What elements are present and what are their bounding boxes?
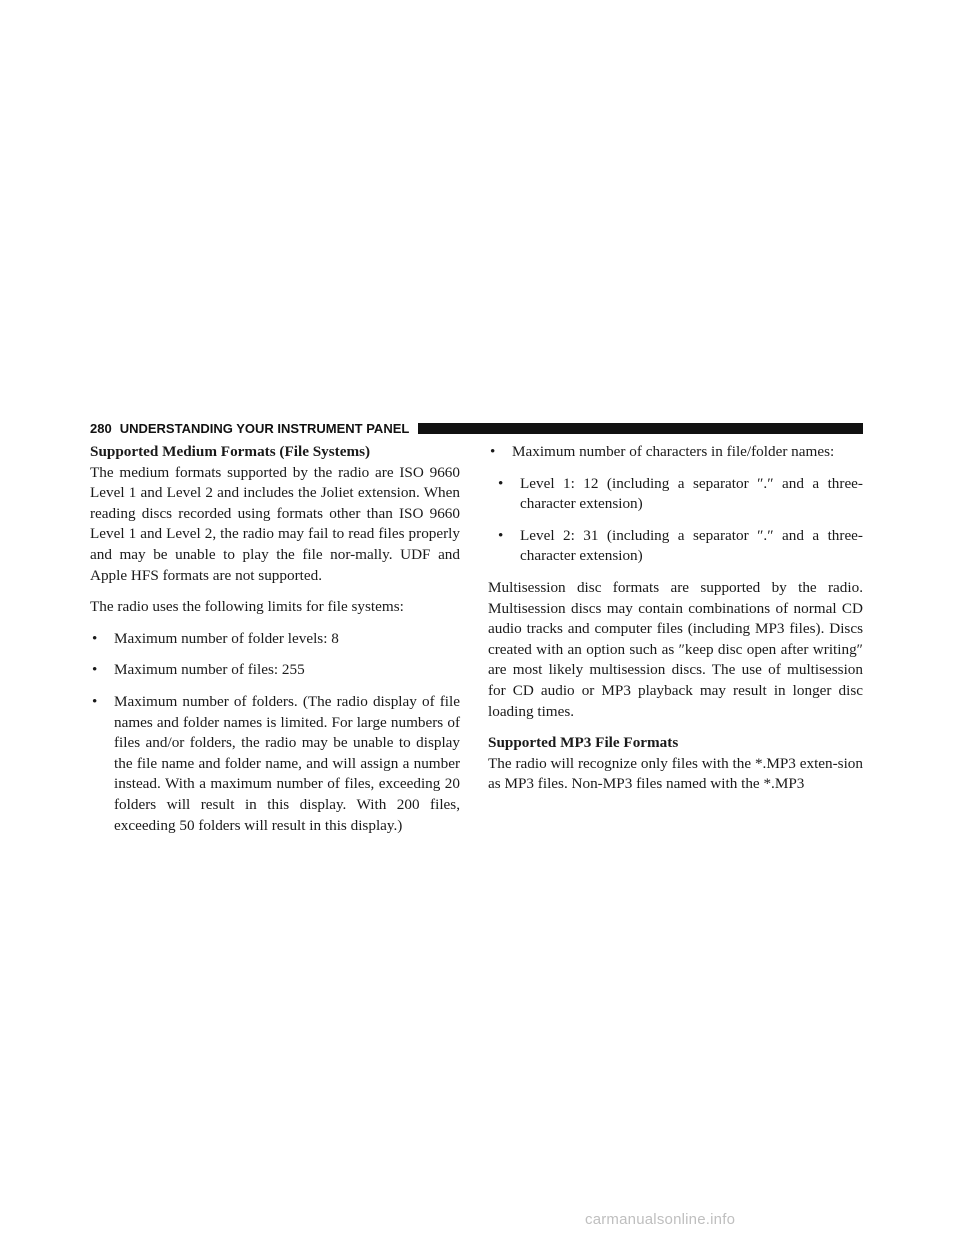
list-item: • Maximum number of folder levels: 8 bbox=[90, 629, 460, 650]
running-head: UNDERSTANDING YOUR INSTRUMENT PANEL bbox=[119, 420, 410, 436]
section-heading-medium-formats: Supported Medium Formats (File Systems) bbox=[90, 443, 371, 460]
right-column bbox=[488, 442, 863, 795]
left-column bbox=[90, 442, 460, 836]
limits-intro-paragraph: The radio uses the following limits for file systems: bbox=[90, 598, 404, 616]
char-limits-list bbox=[488, 442, 863, 567]
page-number: 280 bbox=[90, 420, 112, 436]
list-item: • Maximum number of files: 255 bbox=[90, 660, 460, 681]
list-item bbox=[488, 442, 863, 567]
header-rule bbox=[418, 423, 863, 434]
watermark: carmanualsonline.info bbox=[585, 1211, 736, 1228]
section-heading-mp3-formats: Supported MP3 File Formats bbox=[488, 734, 679, 752]
sub-list bbox=[488, 474, 863, 567]
page-header bbox=[90, 421, 863, 435]
multisession-paragraph: Multisession disc formats are supported by the radio. Multisession discs may contain combinations of normal CD audio tracks and computer files (including MP3 files). Discs created with an option such as ″keep disc open after writing″ are most likely multisession discs. The use of multisession for CD audio or MP3 playback may result in longer disc loading times. bbox=[488, 578, 863, 720]
list-item: • Maximum number of folders. (The radio display of file names and folder names is limited. For large numbers of files and/or folders, the radio may be unable to display the file name and folder name, and will assign a number instead. With a maximum number of files, exceeding 20 folders will result in this display. With 200 files, exceeding 50 folders will result in this display.) bbox=[90, 692, 460, 836]
sub-list-item: • Level 2: 31 (including a separator ″.″ and a three-character extension) bbox=[488, 526, 863, 567]
sub-list-item: • Level 1: 12 (including a separator ″.″ and a three-character extension) bbox=[488, 474, 863, 515]
limits-list bbox=[90, 629, 460, 836]
medium-formats-paragraph: The medium formats supported by the radio are ISO 9660 Level 1 and Level 2 and includes the Joliet extension. When reading discs recorded using formats other than ISO 9660 Level 1 and Level 2, the radio may fail to read files properly and may be unable to play the file nor-mally. UDF and Apple HFS formats are not supported. bbox=[90, 463, 460, 584]
list-item-label: Maximum number of characters in file/folder names: bbox=[512, 443, 835, 460]
mp3-formats-paragraph: The radio will recognize only files with the *.MP3 exten-sion as MP3 files. Non-MP3 files named with the *.MP3 bbox=[488, 754, 863, 793]
